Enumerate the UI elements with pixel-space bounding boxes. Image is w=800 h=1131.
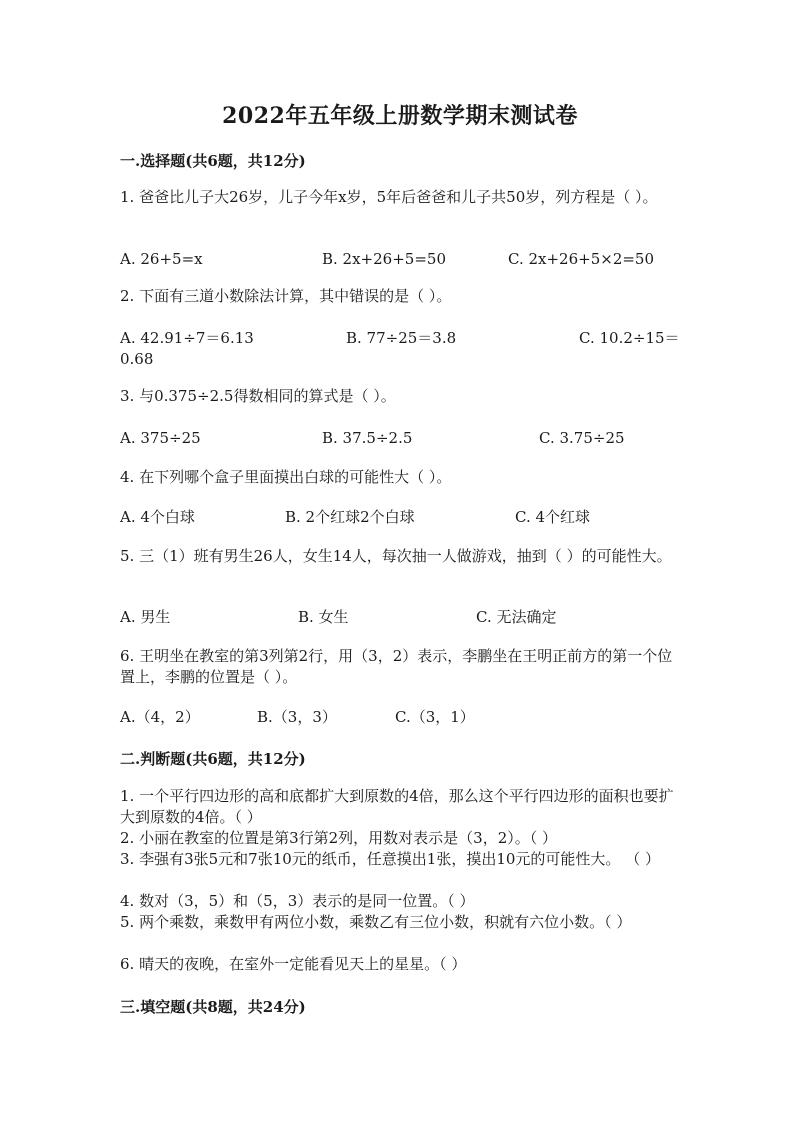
- section-heading-choice: 一.选择题(共6题，共12分): [120, 152, 306, 170]
- judgement-item: 6. 晴天的夜晚，在室外一定能看见天上的星星。（ ）: [120, 955, 467, 973]
- option-c: C. 10.2÷15＝: [579, 329, 680, 347]
- option-c: C. 无法确定: [476, 608, 557, 626]
- option-c: C.（3，1）: [395, 708, 475, 726]
- option-c: C. 4个红球: [515, 508, 591, 526]
- option-c-continuation: 0.68: [120, 350, 154, 368]
- option-b: B. 2个红球2个白球: [285, 508, 415, 526]
- question-text: 2. 下面有三道小数除法计算，其中错误的是（ ）。: [120, 287, 452, 305]
- judgement-item: 2. 小丽在教室的位置是第3行第2列，用数对表示是（3，2）。（ ）: [120, 829, 558, 847]
- section-heading-fill-in: 三.填空题(共8题，共24分): [120, 998, 306, 1016]
- option-a: A. 42.91÷7＝6.13: [120, 329, 254, 347]
- option-c: C. 3.75÷25: [539, 429, 625, 447]
- question-text: 1. 爸爸比儿子大26岁，儿子今年x岁，5年后爸爸和儿子共50岁，列方程是（ ）。: [120, 188, 658, 206]
- option-b: B. 37.5÷2.5: [322, 429, 413, 447]
- page-title: 2022年五年级上册数学期末测试卷: [222, 103, 578, 129]
- question-text: 4. 在下列哪个盒子里面摸出白球的可能性大（ ）。: [120, 468, 452, 486]
- option-a: A. 男生: [120, 608, 171, 626]
- option-b: B. 女生: [298, 608, 349, 626]
- section-heading-judgement: 二.判断题(共6题，共12分): [120, 750, 306, 768]
- option-c: C. 2x+26+5×2=50: [508, 250, 655, 268]
- judgement-item: 4. 数对（3，5）和（5，3）表示的是同一位置。（ ）: [120, 892, 475, 910]
- option-a: A. 4个白球: [120, 508, 195, 526]
- option-b: B. 2x+26+5=50: [322, 250, 446, 268]
- question-text: 5. 三（1）班有男生26人，女生14人，每次抽一人做游戏，抽到（ ）的可能性大。: [120, 547, 672, 565]
- judgement-item: 1. 一个平行四边形的高和底都扩大到原数的4倍，那么这个平行四边形的面积也要扩大到原数的4倍。（ ）: [120, 787, 674, 826]
- question-text: 6. 王明坐在教室的第3列第2行，用（3，2）表示，李鹏坐在王明正前方的第一个位置上，李鹏的位置是（ ）。: [120, 647, 673, 686]
- option-b: B. 77÷25＝3.8: [346, 329, 457, 347]
- option-a: A. 26+5=x: [120, 250, 203, 268]
- option-a: A. 375÷25: [120, 429, 201, 447]
- question-text: 3. 与0.375÷2.5得数相同的算式是（ ）。: [120, 387, 396, 405]
- option-b: B.（3，3）: [257, 708, 337, 726]
- option-a: A.（4，2）: [120, 708, 200, 726]
- judgement-item: 5. 两个乘数，乘数甲有两位小数，乘数乙有三位小数，积就有六位小数。（ ）: [120, 913, 632, 931]
- judgement-item: 3. 李强有3张5元和7张10元的纸币，任意摸出1张，摸出10元的可能性大。 （ ）: [120, 850, 660, 868]
